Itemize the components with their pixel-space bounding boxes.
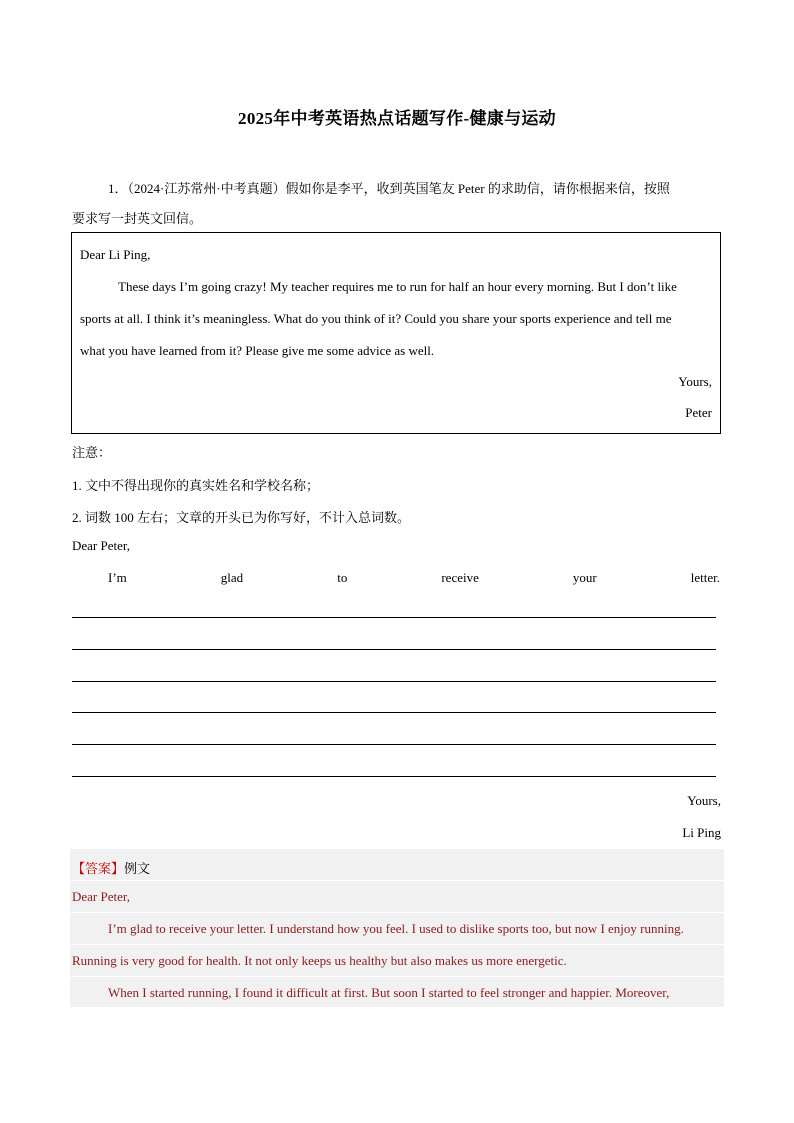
question-line-1: 1．（2024·江苏常州·中考真题）假如你是李平，收到英国笔友 Peter 的求助信，请你根据来信，按照 bbox=[108, 181, 670, 196]
start-word: letter. bbox=[690, 570, 720, 585]
reply-closing: Yours, bbox=[687, 793, 721, 808]
answer-tag: 【答案】 bbox=[72, 861, 125, 876]
letter-line-1: These days I’m going crazy! My teacher requires me to run for half an hour every morning. But I don’t like bbox=[118, 279, 677, 294]
answer-divider bbox=[70, 976, 724, 977]
letter-closing: Yours, bbox=[678, 374, 712, 389]
answer-line-2: Running is very good for health. It not only keeps us healthy but also makes us more energetic. bbox=[72, 953, 567, 968]
answer-divider bbox=[70, 912, 724, 913]
letter-salutation: Dear Li Ping, bbox=[80, 247, 151, 262]
page-title: 2025年中考英语热点话题写作-健康与运动 bbox=[238, 109, 556, 128]
start-word: glad bbox=[220, 570, 244, 585]
writing-line[interactable] bbox=[72, 617, 716, 618]
reply-salutation: Dear Peter, bbox=[72, 538, 130, 553]
reply-signature: Li Ping bbox=[682, 825, 721, 840]
letter-line-2: sports at all. I think it’s meaningless. What do you think of it? Could you share your sports experience and tell me bbox=[80, 311, 672, 326]
note-item-1: 1. 文中不得出现你的真实姓名和学校名称； bbox=[72, 478, 320, 493]
start-word: to bbox=[337, 570, 348, 585]
writing-line[interactable] bbox=[72, 649, 716, 650]
notes-heading: 注意： bbox=[72, 445, 112, 460]
letter-line-3: what you have learned from it? Please give me some advice as well. bbox=[80, 343, 435, 358]
letter-signature: Peter bbox=[685, 405, 712, 420]
answer-line-1: I’m glad to receive your letter. I understand how you feel. I used to dislike sports too, but now I enjoy running. bbox=[108, 921, 684, 936]
writing-line[interactable] bbox=[72, 776, 716, 777]
answer-divider bbox=[70, 944, 724, 945]
start-word: receive bbox=[441, 570, 479, 585]
reply-start-line bbox=[108, 570, 720, 586]
writing-line[interactable] bbox=[72, 744, 716, 745]
writing-line[interactable] bbox=[72, 681, 716, 682]
answer-line-3: When I started running, I found it difficult at first. But soon I started to feel stronger and happier. Moreover, bbox=[108, 985, 670, 1000]
start-word: your bbox=[572, 570, 597, 585]
answer-heading bbox=[72, 858, 150, 877]
answer-salutation: Dear Peter, bbox=[72, 889, 130, 904]
letter-box bbox=[71, 232, 721, 434]
answer-label: 例文 bbox=[124, 861, 151, 876]
start-word: I’m bbox=[108, 570, 127, 585]
question-line-2: 要求写一封英文回信。 bbox=[72, 211, 203, 226]
note-item-2: 2. 词数 100 左右；文章的开头已为你写好，不计入总词数。 bbox=[72, 510, 411, 525]
answer-divider bbox=[70, 880, 724, 881]
writing-line[interactable] bbox=[72, 712, 716, 713]
